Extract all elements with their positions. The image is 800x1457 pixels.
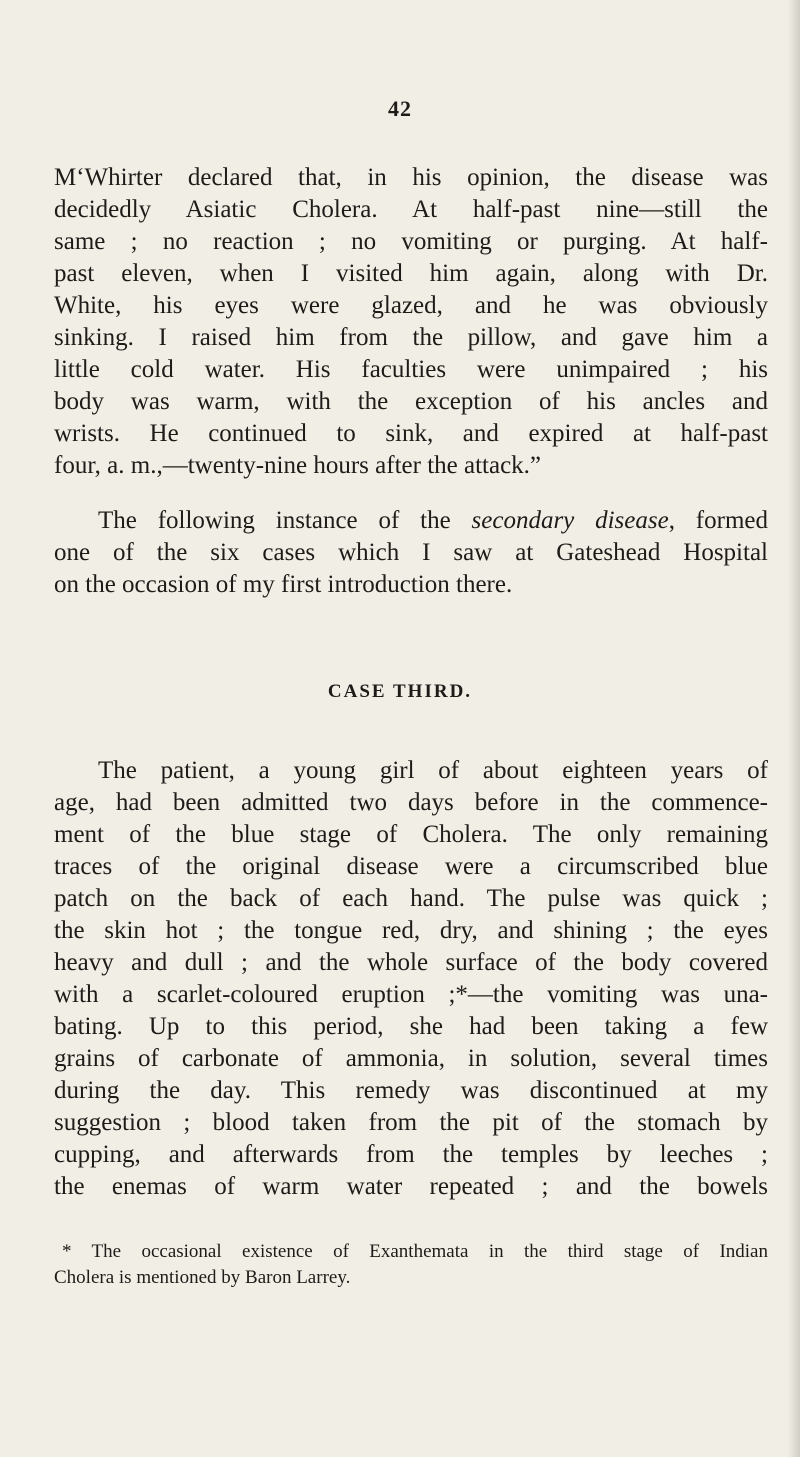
paragraph-1-line-1: M‘Whirter declared that, in his opinion, the disease was: [54, 164, 768, 191]
paragraph-3-line-6: the skin hot ; the tongue red, dry, and shining ; the eyes: [54, 917, 768, 944]
page-edge-shadow: [788, 0, 800, 1457]
section-heading: CASE THIRD.: [327, 681, 473, 702]
paragraph-3-line-8: with a scarlet-coloured eruption ;*—the vomiting was una-: [54, 981, 768, 1008]
paragraph-3-line-5: patch on the back of each hand. The pulse was quick ;: [54, 885, 768, 912]
page-number: 42: [388, 96, 412, 121]
paragraph-1-line-5: White, his eyes were glazed, and he was obviously: [54, 292, 768, 319]
paragraph-3-line-9: bating. Up to this period, she had been taking a few: [54, 1013, 768, 1040]
paragraph-1-line-4: past eleven, when I visited him again, along with Dr.: [54, 260, 768, 287]
footnote-line-1: * The occasional existence of Exanthemata in the third stage of Indian: [62, 1241, 768, 1262]
paragraph-1-line-2: decidedly Asiatic Cholera. At half-past nine—still the: [54, 196, 768, 223]
paragraph-1-line-10: four, a. m.,—twenty-nine hours after the attack.”: [54, 452, 542, 479]
paragraph-1-line-8: body was warm, with the exception of his ancles and: [54, 388, 768, 415]
paragraph-3-line-10: grains of carbonate of ammonia, in solution, several times: [54, 1045, 768, 1072]
paragraph-3-line-11: during the day. This remedy was discontinued at my: [54, 1077, 768, 1104]
paragraph-2-line-2: one of the six cases which I saw at Gateshead Hospital: [54, 539, 768, 566]
footnote-line-2: Cholera is mentioned by Baron Larrey.: [54, 1267, 351, 1288]
paragraph-2-line-3: on the occasion of my first introduction there.: [54, 571, 513, 598]
paragraph-2-line-1: [98, 505, 768, 537]
paragraph-3-line-1: The patient, a young girl of about eighteen years of: [98, 757, 768, 784]
secondary-disease-emphasis: secondary disease: [471, 507, 669, 534]
paragraph-3-line-7: heavy and dull ; and the whole surface of the body covered: [54, 949, 768, 976]
paragraph-2-text-start: The following instance of the: [98, 507, 472, 534]
paragraph-1-line-3: same ; no reaction ; no vomiting or purging. At half-: [54, 228, 768, 255]
paragraph-3-line-2: age, had been admitted two days before in the commence-: [54, 789, 768, 816]
paragraph-3-line-4: traces of the original disease were a circumscribed blue: [54, 853, 768, 880]
paragraph-2-text-end: , formed: [668, 507, 768, 534]
paragraph-3-line-12: suggestion ; blood taken from the pit of the stomach by: [54, 1109, 768, 1136]
paragraph-3-line-3: ment of the blue stage of Cholera. The only remaining: [54, 821, 768, 848]
paragraph-1-line-9: wrists. He continued to sink, and expired at half-past: [54, 420, 768, 447]
paragraph-1-line-6: sinking. I raised him from the pillow, and gave him a: [54, 324, 768, 351]
paragraph-3-line-14: the enemas of warm water repeated ; and the bowels: [54, 1173, 768, 1200]
paragraph-1-line-7: little cold water. His faculties were unimpaired ; his: [54, 356, 768, 383]
paragraph-3-line-13: cupping, and afterwards from the temples by leeches ;: [54, 1141, 768, 1168]
